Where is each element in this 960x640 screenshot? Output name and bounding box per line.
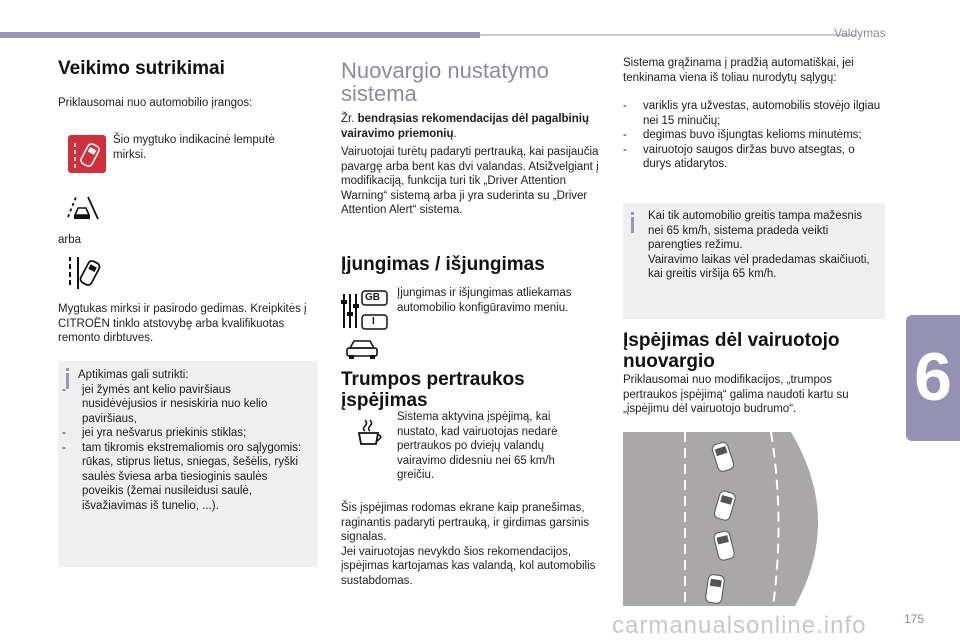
note-item: - jei yra nešvarus priekinis stiklas; [58, 426, 308, 441]
fatigue-warning-title-line1: Įspėjimas dėl vairuotojo [623, 330, 840, 351]
onoff-text: Įjungimas ir išjungimas atliekamas automobilio konfigūravimo meniu. [397, 287, 572, 314]
ref-link: bendrąsias rekomendacijas dėl pagalbinių vairavimo priemonių [341, 113, 589, 140]
fatigue-title-line2: sistema [341, 81, 417, 106]
fatigue-text: Vairuotojai turėtų padaryti pertrauką, kai pasijaučia pavargę arba bent kas dvi valandas. Atsižvelgiant į modifikaciją, funkcija turi tik „Driver Attention Warning“ sistemą arba ji yra suderinta su „Driver Attention Alert“ sistema. [341, 146, 599, 216]
note-item: - jei žymės ant kelio paviršiaus nusidėvėjusios ir nesiskiria nuo kelio paviršiaus, [58, 383, 308, 427]
lane-departure-icon [66, 255, 102, 291]
fatigue-warning-title [623, 330, 839, 372]
page-number: 175 [904, 612, 925, 626]
header-rule [480, 34, 855, 36]
config-menu-icon [341, 288, 389, 332]
road-illustration [623, 432, 885, 606]
fatigue-warning-title-line2: nuovargio [623, 351, 715, 372]
section-title: Valdymas [834, 26, 886, 40]
fatigue-warning-text: Priklausomai nuo modifikacijos, „trumpos pertraukos įspėjimą“ galima naudoti kartu su „įspėjimu dėl vairuotojo budrumo“. [623, 374, 849, 415]
reference-text [341, 112, 601, 141]
reset-item: - variklis yra užvestas, automobilis stovėjo ilgiau nei 15 minučių; [619, 99, 885, 128]
note-item: - tam tikromis ekstremaliomis oro sąlygomis: rūkas, stiprus lietus, sniegas, šešėlis, ryški saulės šviesa arba tiesioginis saulės poveikis (žemai nusileidusi saulė, išvažiavimas iš tunelio, ...). [58, 441, 308, 514]
lamp-text: Šio mygtuko indikacinė lemputė mirksi. [113, 134, 275, 161]
ref-suffix: . [453, 127, 457, 140]
or-text: arba [58, 234, 82, 246]
warning-text: Šis įspėjimas rodomas ekrane kaip pranešimas, raginantis padaryti pertrauką, ir girdimas garsinis signalas. Jei vairuotojas nevykdo šios rekomendacijos, įspėjimas kartojamas kas valandą, kol automobilis sustabdomas. [341, 502, 596, 587]
reset-list [619, 99, 885, 172]
reset-item: - vairuotojo saugos diržas buvo atsegtas, o durys atidarytos. [619, 143, 885, 172]
watermark: carmanualsonline.info [612, 612, 867, 639]
short-breaks-title [341, 369, 525, 411]
info-note [58, 361, 318, 567]
header-bar [0, 32, 480, 38]
lane-warning-lamp-icon [68, 135, 106, 173]
section-heading-malfunctions: Veikimo sutrikimai [58, 58, 225, 79]
fatigue-title-line1: Nuovargio nustatymo [341, 58, 549, 83]
short-breaks-text: Sistema aktyvina įspėjimą, kai nustato, kad vairuotojas nedarė pertraukos po dviejų valandų vairavimo didesniu nei 65 km/h greičiu. [397, 411, 558, 481]
info-icon [631, 217, 634, 233]
short-breaks-title-line1: Trumpos pertraukos [341, 369, 525, 390]
speed-note [623, 203, 885, 319]
reset-intro: Sistema grąžinama į pradžią automatiškai, jei tenkinama viena iš toliau nurodytų sąlygų: [623, 57, 854, 84]
reset-item: - degimas buvo išjungtas kelioms minutėms; [619, 128, 885, 143]
gb-label: GB [365, 292, 380, 303]
note-title: Aptikimas gali sutrikti: [78, 369, 189, 381]
coffee-cup-icon [355, 418, 385, 448]
chapter-number: 6 [914, 339, 952, 415]
fatigue-title [341, 59, 549, 105]
short-breaks-title-line2: įspėjimas [341, 390, 428, 411]
i-label: I [372, 316, 375, 327]
onoff-heading: Įjungimas / išjungimas [341, 254, 545, 275]
ref-prefix: Žr. [341, 113, 358, 125]
speed-note-text: Kai tik automobilio greitis tampa mažesnis nei 65 km/h, sistema pradeda veikti parengties režimu. Vairavimo laikas vėl pradedamas skaičiuoti, kai greitis viršija 65 km/h. [648, 210, 870, 280]
intro-text: Priklausomai nuo automobilio įrangos: [58, 97, 253, 109]
car-icon [344, 338, 380, 360]
driver-attention-icon [66, 193, 100, 223]
malfunction-text: Mygtukas mirksi ir pasirodo gedimas. Kreipkitės į CITROËN tinklo atstovybę arba kvalifikuotas remonto dirbtuves. [58, 303, 307, 344]
